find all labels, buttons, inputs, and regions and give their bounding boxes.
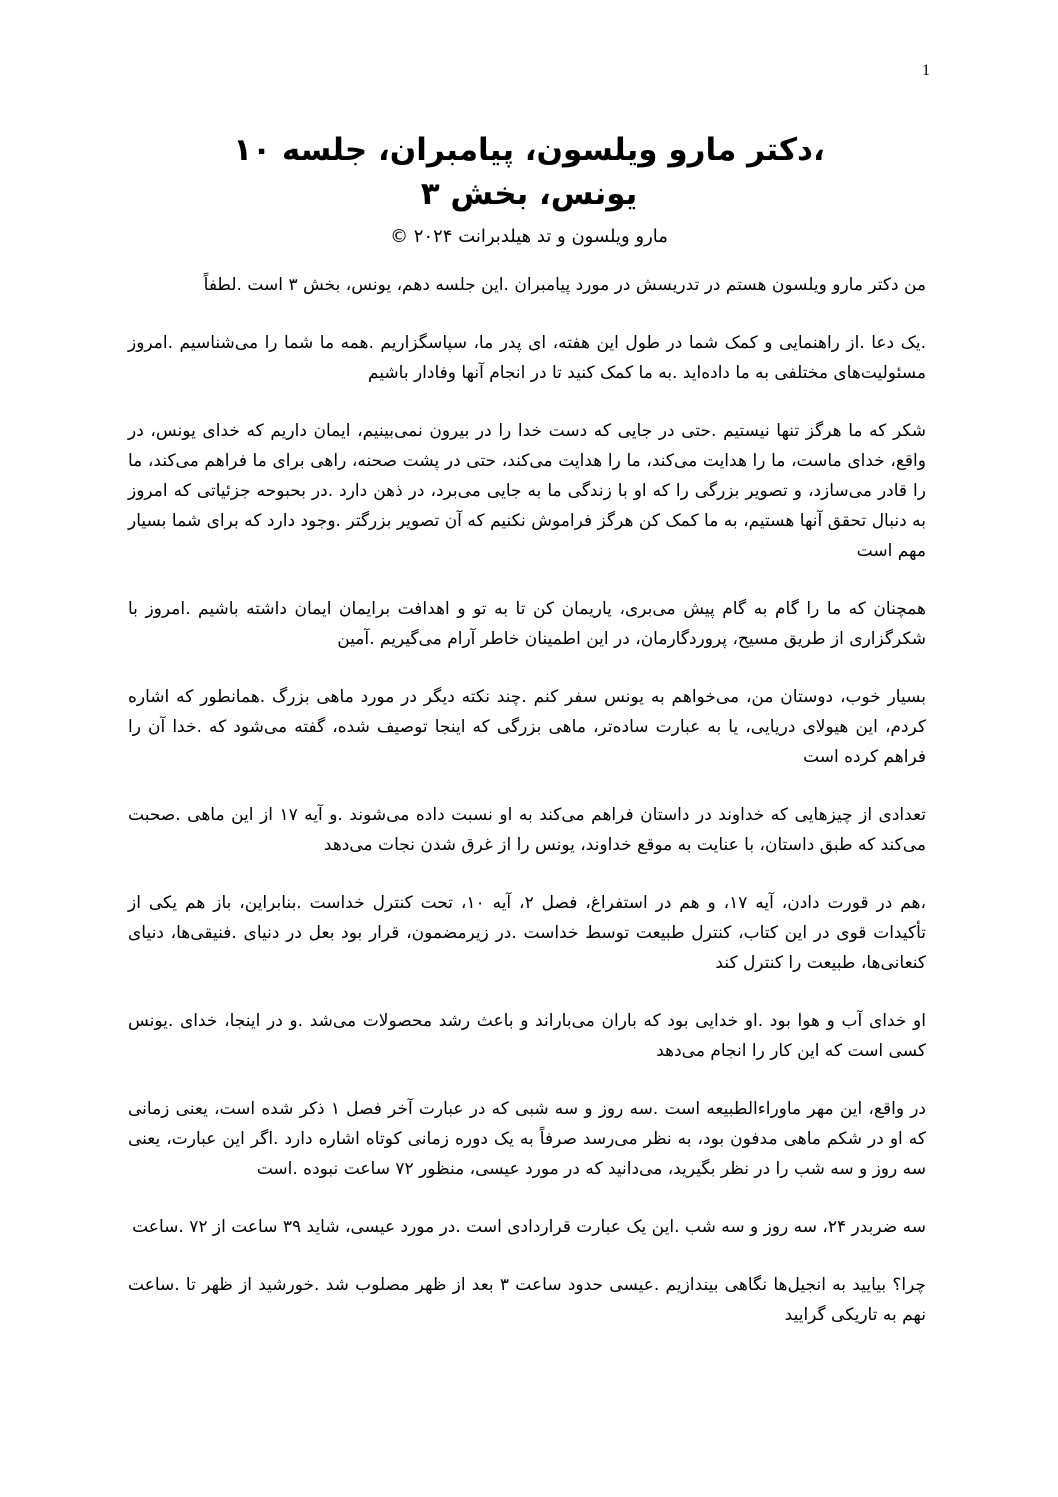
paragraph: بسیار خوب، دوستان من، می‌خواهم به یونس سفر کنم .چند نکته دیگر در مورد ماهی بزرگ .همانطور که اشاره کردم، این هیولای دریایی، یا به عبارت ساده‌تر، ماهی بزرگی که اینجا توصیف شده، گفته می‌شود که .خدا آن را فراهم کرده است bbox=[128, 687, 926, 767]
title-block bbox=[0, 128, 1058, 252]
page-title: ،دکتر مارو ویلسون، پیامبران، جلسه ۱۰ bbox=[233, 132, 825, 168]
paragraph: من دکتر مارو ویلسون هستم در تدریسش در مورد پیامبران .این جلسه دهم، یونس، بخش ۳ است .لطفاً bbox=[203, 275, 926, 295]
paragraph: در واقع، این مهر ماوراءالطبیعه است .سه روز و سه شبی که در عبارت آخر فصل ۱ ذکر شده است، یعنی زمانی که او در شکم ماهی مدفون بود، به نظر می‌رسد صرفاً به یک دوره زمانی کوتاه اشاره دارد .اگر این عبارت، یعنی سه روز و سه شب را در نظر بگیرید، می‌دانید که در مورد عیسی، منظور ۷۲ ساعت نبوده .است bbox=[128, 1099, 926, 1179]
paragraph: .یک دعا .از راهنمایی و کمک شما در طول این هفته، ای پدر ما، سپاسگزاریم .همه ما شما را می‌شناسیم .امروز مسئولیت‌های مختلفی به ما داده‌اید .به ما کمک کنید تا در انجام آنها وفادار باشیم bbox=[128, 333, 926, 383]
page-subtitle-heading: یونس، بخش ۳ bbox=[420, 176, 638, 212]
paragraph: او خدای آب و هوا بود .او خدایی بود که باران می‌باراند و باعث رشد محصولات می‌شد .و در اینجا، خدای .یونس کسی است که این کار را انجام می‌دهد bbox=[128, 1011, 926, 1061]
paragraph: تعدادی از چیزهایی که خداوند در داستان فراهم می‌کند به او نسبت داده می‌شوند .و آیه ۱۷ از این ماهی .صحبت می‌کند که طبق داستان، با عنایت به موقع خداوند، یونس را از غرق شدن نجات می‌دهد bbox=[128, 805, 927, 855]
paragraph: ،هم در قورت دادن، آیه ۱۷، و هم در استفراغ، فصل ۲، آیه ۱۰، تحت کنترل خداست .بنابراین، باز هم یکی از تأکیدات قوی در این کتاب، کنترل طبیعت توسط خداست .در زیرمضمون، قرار بود بعل در دنیای .فنیقی‌ها، دنیای کنعانی‌ها، طبیعت را کنترل کند bbox=[128, 893, 926, 973]
paragraph: شکر که ما هرگز تنها نیستیم .حتی در جایی که دست خدا را در بیرون نمی‌بینیم، ایمان داریم که خدای یونس، در واقع، خدای ماست، ما را هدایت می‌کند، ما را هدایت می‌کند، حتی در پشت صحنه، راهی برای ما فراهم می‌کند، ما را قادر می‌سازد، و تصویر بزرگی را که او با زندگی ما به جایی می‌برد، در ذهن دارد .در بحبوحه جزئیاتی که امروز به دنبال تحقق آنها هستیم، به ما کمک کن هرگز فراموش نکنیم که آن تصویر بزرگتر .وجود دارد که برای شما بسیار مهم است bbox=[128, 421, 926, 561]
page-number: 1 bbox=[922, 62, 930, 79]
copyright-line: مارو ویلسون و تد هیلدبرانت ۲۰۲۴ © bbox=[390, 226, 668, 247]
document-body bbox=[128, 270, 926, 1358]
paragraph: همچنان که ما را گام به گام پیش می‌بری، یاریمان کن تا به تو و اهدافت برایمان ایمان داشته باشیم .امروز با شکرگزاری از طریق مسیح، پروردگارمان، در این اطمینان خاطر آرام می‌گیریم .آمین bbox=[128, 599, 926, 649]
paragraph: سه ضربدر ۲۴، سه روز و سه شب .این یک عبارت قراردادی است .در مورد عیسی، شاید ۳۹ ساعت از ۷۲ .ساعت bbox=[132, 1217, 926, 1237]
paragraph: چرا؟ بیایید به انجیل‌ها نگاهی بیندازیم .عیسی حدود ساعت ۳ بعد از ظهر مصلوب شد .خورشید از ظهر تا .ساعت نهم به تاریکی گرایید bbox=[128, 1275, 926, 1325]
